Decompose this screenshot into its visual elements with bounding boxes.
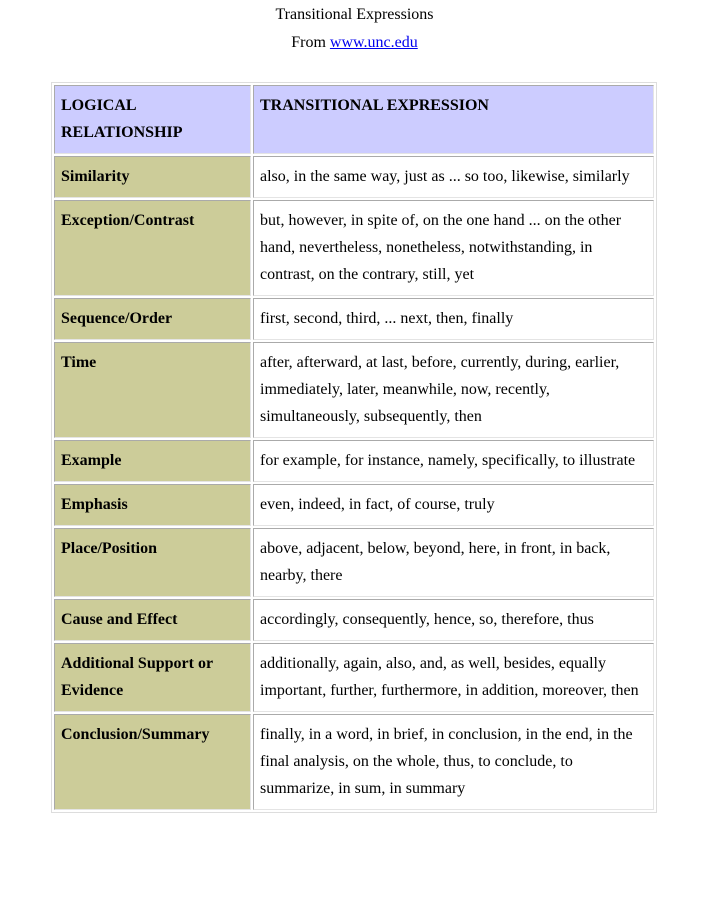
table-row (54, 599, 654, 641)
expressions-cell: additionally, again, also, and, as well, besides, equally important, further, furthermore, in addition, moreover, then (253, 643, 654, 712)
table-row (54, 528, 654, 597)
expressions-cell: finally, in a word, in brief, in conclusion, in the end, in the final analysis, on the whole, thus, to conclude, to summarize, in sum, in summary (253, 714, 654, 810)
expressions-cell: but, however, in spite of, on the one hand ... on the other hand, nevertheless, nonetheless, notwithstanding, in contrast, on the contrary, still, yet (253, 200, 654, 296)
source-link[interactable]: www.unc.edu (329, 34, 418, 51)
header-row (54, 85, 654, 154)
relationship-cell: Similarity (54, 156, 251, 198)
table-row (54, 156, 654, 198)
table-row (54, 714, 654, 810)
expressions-cell: even, indeed, in fact, of course, truly (253, 484, 654, 526)
relationship-cell: Emphasis (54, 484, 251, 526)
relationship-cell: Time (54, 342, 251, 438)
expressions-cell: first, second, third, ... next, then, finally (253, 298, 654, 340)
expressions-cell: above, adjacent, below, beyond, here, in front, in back, nearby, there (253, 528, 654, 597)
relationship-cell: Sequence/Order (54, 298, 251, 340)
expressions-cell: for example, for instance, namely, specifically, to illustrate (253, 440, 654, 482)
page-title: Transitional Expressions (275, 6, 434, 23)
expressions-cell: also, in the same way, just as ... so too, likewise, similarly (253, 156, 654, 198)
relationship-cell: Additional Support or Evidence (54, 643, 251, 712)
table-row (54, 342, 654, 438)
column-header-relationship: LOGICAL RELATIONSHIP (54, 85, 251, 154)
table-row (54, 643, 654, 712)
from-label: From (291, 34, 326, 51)
relationship-cell: Place/Position (54, 528, 251, 597)
relationship-cell: Example (54, 440, 251, 482)
table-row (54, 298, 654, 340)
transitions-table (51, 82, 657, 813)
expressions-cell: after, afterward, at last, before, currently, during, earlier, immediately, later, meanwhile, now, recently, simultaneously, subsequently, then (253, 342, 654, 438)
relationship-cell: Cause and Effect (54, 599, 251, 641)
relationship-cell: Conclusion/Summary (54, 714, 251, 810)
table-row (54, 484, 654, 526)
table-row (54, 200, 654, 296)
column-header-expression: TRANSITIONAL EXPRESSION (253, 85, 654, 154)
relationship-cell: Exception/Contrast (54, 200, 251, 296)
table-row (54, 440, 654, 482)
expressions-cell: accordingly, consequently, hence, so, therefore, thus (253, 599, 654, 641)
source-line (0, 29, 709, 57)
